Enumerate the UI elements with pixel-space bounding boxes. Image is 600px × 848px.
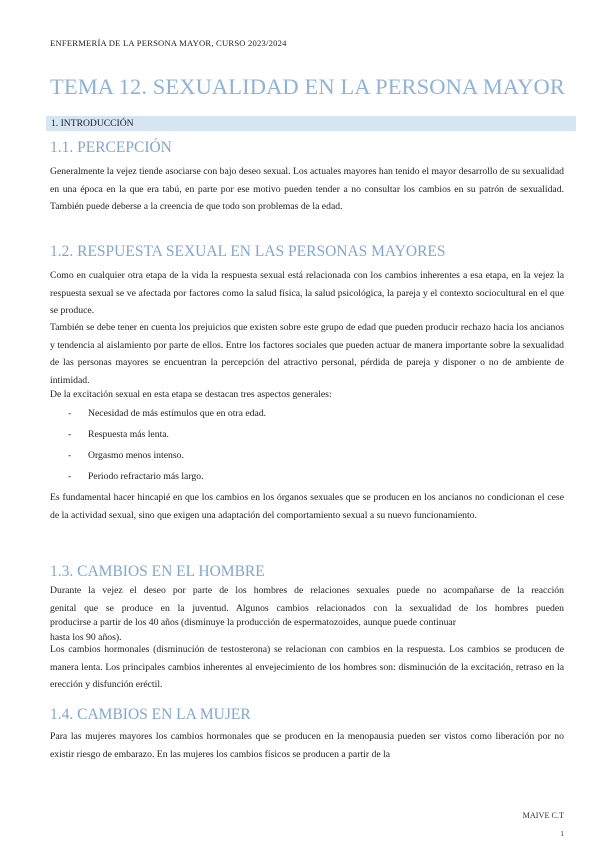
section-heading-bar xyxy=(46,116,576,131)
subheading-cambios-mujer: 1.4. CAMBIOS EN LA MUJER xyxy=(50,706,251,723)
section-heading-label: 1. INTRODUCCIÓN xyxy=(51,118,134,129)
paragraph-respuesta-4: Es fundamental hacer hincapié en que los cambios en los órganos sexuales que se producen en los ancianos no condicionan el cese de la actividad sexual, sino que exigen una adaptación del comportamiento sexual a su nuevo funcionamiento. xyxy=(50,492,564,521)
footer-author: MAIVE C.T xyxy=(522,811,564,820)
document-page: ENFERMERÍA DE LA PERSONA MAYOR, CURSO 2023/2024 TEMA 12. SEXUALIDAD EN LA PERSONA MAYOR 1. INTRODUCCIÓN 1.1. PERCEPCIÓN Generalmente la vejez tiende asociarse con bajo deseo sexual. Los actuales mayores han tenido el mayor desarrollo de su sexualidad en una época en la que era tabú, en parte por ese motivo pueden tender a no consultar los cambios en su patrón de sexualidad. También puede deberse a la creencia de que todo son problemas de la edad. 1.2. RESPUESTA SEXUAL EN LAS PERSONAS MAYORES Como en cualquier otra etapa de la vida la respuesta sexual está relacionada con los cambios inherentes a esa etapa, en la vejez la respuesta sexual se ve afectada por factores como la salud física, la salud psicológica, la pareja y el contexto sociocultural en el que se produce. También se debe tener en cuenta los prejuicios que existen sobre este grupo de edad que pueden producir rechazo hacia los ancianos y tendencia al aislamiento por parte de ellos. Entre los factores sociales que pueden actuar de manera importante sobre la sexualidad de las personas mayores se encuentran la percepción del atractivo personal, pérdida de pareja y disponer o no de ambiente de intimidad. De la excitación sexual en esta etapa se destacan tres aspectos generales: - Necesidad de más estímulos que en otra edad. - Respuesta más lenta. - Orgasmo menos intenso. - Periodo refractario más largo. Es fundamental hacer hincapié en que los cambios en los órganos sexuales que se producen en los ancianos no condicionan el cese de la actividad sexual, sino que exigen una adaptación del comportamiento sexual a su nuevo funcionamiento. 1.3. CAMBIOS EN EL HOMBRE Durante la vejez el deseo por parte de los hombres de relaciones sexuales puede no acompañarse de la reacción genital que se produce en la juventud. Algunos cambios relacionados con la sexualidad de los hombres pueden producirse a partir de los 40 años (disminuye la producción de espermatozoides, aunque puede continuar hasta los 90 años). Los cambios hormonales (disminución de testosterona) se relacionan con cambios en la respuesta. Los cambios se producen de manera lenta. Los principales cambios inherentes al envejecimiento de los hombres son: disminución de la excitación, retraso en la erección y disfunción eréctil. 1.4. CAMBIOS EN LA MUJER Para las mujeres mayores los cambios hormonales que se producen en la menopausia pueden ser vistos como liberación por no existir riesgo de embarazo. En las mujeres los cambios físicos se producen a partir de la MAIVE C.T 1 xyxy=(0,0,600,848)
paragraph-hombre-2: Los cambios hormonales (disminución de testosterona) se relacionan con cambios en la respuesta. Los cambios se producen de manera lenta. Los principales cambios inherentes al envejecimiento de los hombres son: disminución de la excitación, retraso en la erección y disfunción eréctil. xyxy=(50,644,564,690)
subheading-cambios-hombre: 1.3. CAMBIOS EN EL HOMBRE xyxy=(50,563,265,580)
paragraph-percepcion: Generalmente la vejez tiende asociarse con bajo deseo sexual. Los actuales mayores han tenido el mayor desarrollo de su sexualidad en una época en la que era tabú, en parte por ese motivo pueden tender a no consultar los cambios en su patrón de sexualidad. También puede deberse a la creencia de que todo son problemas de la edad. xyxy=(50,166,564,212)
paragraph-mujer: Para las mujeres mayores los cambios hormonales que se producen en la menopausia pueden ser vistos como liberación por no existir riesgo de embarazo. En las mujeres los cambios físicos se producen a partir de la xyxy=(50,731,564,760)
page-number: 1 xyxy=(560,829,564,838)
paragraph-respuesta-1: Como en cualquier otra etapa de la vida la respuesta sexual está relacionada con los cambios inherentes a esa etapa, en la vejez la respuesta sexual se ve afectada por factores como la salud física, la salud psicológica, la pareja y el contexto sociocultural en el que se produce. xyxy=(50,270,564,316)
running-header: ENFERMERÍA DE LA PERSONA MAYOR, CURSO 2023/2024 xyxy=(50,38,287,48)
paragraph-respuesta-2: También se debe tener en cuenta los prejuicios que existen sobre este grupo de edad que pueden producir rechazo hacia los ancianos y tendencia al aislamiento por parte de ellos. Entre los factores sociales que pueden actuar de manera importante sobre la sexualidad de las personas mayores se encuentran la percepción del atractivo personal, pérdida de pareja y disponer o no de ambiente de intimidad. xyxy=(50,322,564,386)
paragraph-hombre-1: Durante la vejez el deseo por parte de los hombres de relaciones sexuales puede no acompañarse de la reacción genital que se produce en la juventud. Algunos cambios relacionados con la sexualidad de los hombres pueden producirse a partir de los 40 años (disminuye la producción de espermatozoides, aunque puede continuar hasta los 90 años). xyxy=(50,585,564,643)
paragraph-respuesta-3: De la excitación sexual en esta etapa se destacan tres aspectos generales: xyxy=(50,389,332,400)
subheading-percepcion: 1.1. PERCEPCIÓN xyxy=(50,139,172,156)
subheading-respuesta-sexual: 1.2. RESPUESTA SEXUAL EN LAS PERSONAS MAYORES xyxy=(50,243,446,260)
document-title: TEMA 12. SEXUALIDAD EN LA PERSONA MAYOR xyxy=(50,74,565,99)
